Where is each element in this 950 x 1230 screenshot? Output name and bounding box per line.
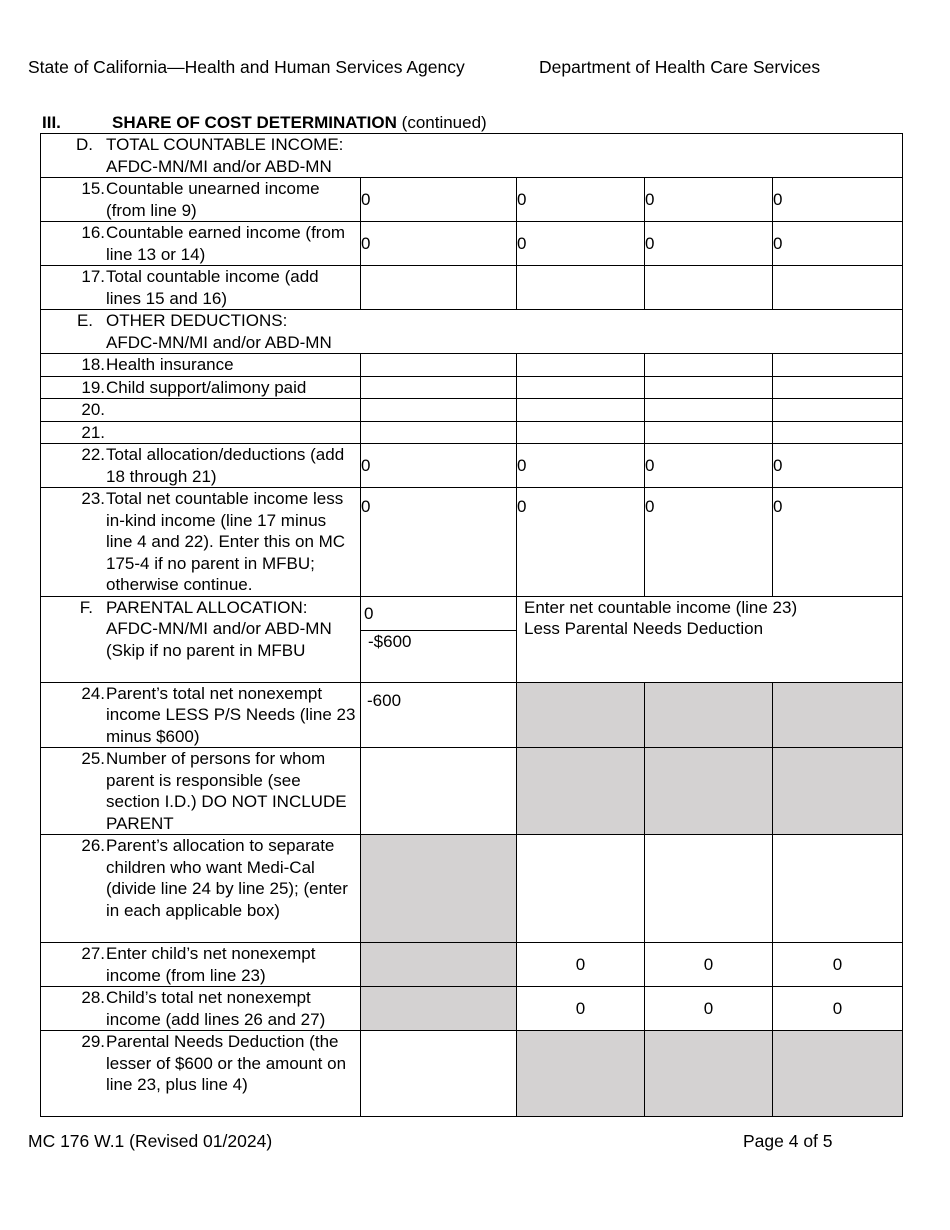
line-15-col-1[interactable]: 0 [361, 178, 517, 222]
line-26-col-2[interactable] [517, 835, 645, 943]
line-23-col-3[interactable]: 0 [645, 488, 773, 597]
section-f-letter: F. [79, 597, 93, 617]
line-23-col-1[interactable]: 0 [361, 488, 517, 597]
table-row-29 [41, 1031, 903, 1117]
section-e-row [41, 310, 903, 354]
line-23-col-4[interactable]: 0 [773, 488, 903, 597]
row-number: 15. [81, 179, 105, 198]
row-number: 28. [81, 988, 105, 1007]
line-24-col-3-shaded [645, 682, 773, 748]
line-25-col-1[interactable] [361, 748, 517, 835]
line-23-col-2[interactable]: 0 [517, 488, 645, 597]
row-number: 19. [81, 377, 105, 397]
line-27-col-2[interactable]: 0 [517, 943, 645, 987]
row-label: Health insurance [106, 355, 234, 374]
line-29-col-2-shaded [517, 1031, 645, 1117]
row-number: 27. [81, 944, 105, 963]
line-21-col-4[interactable] [773, 421, 903, 444]
row-number: 16. [81, 223, 105, 242]
line-20-col-1[interactable] [361, 399, 517, 422]
row-number: 23. [81, 489, 105, 508]
line-24-col-4-shaded [773, 682, 903, 748]
section-number: III. [42, 113, 61, 132]
row-label: Countable earned income (from line 13 or 14) [106, 223, 346, 264]
parental-note-line-1: Enter net countable income (line 23) [524, 597, 798, 617]
row-label: Parent’s total net nonexempt income LESS P/S Needs (line 23 minus $600) [106, 683, 356, 746]
line-24-col-2-shaded [517, 682, 645, 748]
header-department: Department of Health Care Services [539, 57, 821, 77]
line-28-col-4[interactable]: 0 [773, 987, 903, 1031]
line-18-col-2[interactable] [517, 354, 645, 377]
row-number: 22. [81, 445, 105, 464]
section-e-subtitle: AFDC-MN/MI and/or ABD-MN [106, 332, 332, 352]
row-number: 25. [81, 749, 105, 768]
row-number: 26. [81, 836, 105, 855]
line-17-col-1[interactable] [361, 266, 517, 310]
row-number: 17. [81, 267, 105, 286]
line-15-col-3[interactable]: 0 [645, 178, 773, 222]
line-29-col-1[interactable] [361, 1031, 517, 1117]
row-number: 20. [81, 400, 105, 419]
table-row-20 [41, 399, 903, 422]
line-19-col-1[interactable] [361, 376, 517, 399]
line-25-col-4-shaded [773, 748, 903, 835]
line-22-col-2[interactable]: 0 [517, 444, 645, 488]
row-label: Child support/alimony paid [106, 377, 307, 397]
line-18-col-4[interactable] [773, 354, 903, 377]
line-20-col-3[interactable] [645, 399, 773, 422]
footer-page-number: Page 4 of 5 [743, 1131, 833, 1151]
row-label: Total countable income (add lines 15 and 16) [106, 267, 319, 308]
line-28-col-3[interactable]: 0 [645, 987, 773, 1031]
row-label: Total allocation/deductions (add 18 through 21) [106, 445, 345, 486]
line-29-col-3-shaded [645, 1031, 773, 1117]
line-28-col-2[interactable]: 0 [517, 987, 645, 1031]
line-21-col-1[interactable] [361, 421, 517, 444]
line-21-col-3[interactable] [645, 421, 773, 444]
table-row-23 [41, 488, 903, 597]
footer-form-id: MC 176 W.1 (Revised 01/2024) [28, 1131, 273, 1151]
line-29-col-4-shaded [773, 1031, 903, 1117]
line-21-col-2[interactable] [517, 421, 645, 444]
line-17-col-4[interactable] [773, 266, 903, 310]
line-15-col-4[interactable]: 0 [773, 178, 903, 222]
row-label: Child’s total net nonexempt income (add lines 26 and 27) [106, 988, 326, 1029]
section-d-title: TOTAL COUNTABLE INCOME: [106, 135, 344, 154]
row-label: Number of persons for whom parent is responsible (see section I.D.) DO NOT INCLUDE PARENT [106, 749, 347, 833]
line-18-col-1[interactable] [361, 354, 517, 377]
row-label: Parental Needs Deduction (the lesser of $600 or the amount on line 23, plus line 4) [106, 1032, 347, 1094]
line-22-col-1[interactable]: 0 [361, 444, 517, 488]
line-26-col-3[interactable] [645, 835, 773, 943]
table-row-15 [41, 178, 903, 222]
row-number: 29. [81, 1032, 105, 1051]
table-row-19 [41, 376, 903, 399]
section-f-row [41, 596, 903, 682]
share-of-cost-table [40, 133, 903, 1117]
line-16-col-3[interactable]: 0 [645, 222, 773, 266]
line-24-col-1[interactable]: -600 [361, 682, 517, 748]
table-row-28 [41, 987, 903, 1031]
line-16-col-1[interactable]: 0 [361, 222, 517, 266]
table-row-22 [41, 444, 903, 488]
line-20-col-2[interactable] [517, 399, 645, 422]
row-number: 21. [81, 422, 105, 442]
table-row-17 [41, 266, 903, 310]
header-agency: State of California—Health and Human Services Agency [28, 57, 465, 77]
line-25-col-3-shaded [645, 748, 773, 835]
line-26-col-1-shaded [361, 835, 517, 943]
parental-net-income-field[interactable]: 0 [361, 597, 516, 631]
row-number: 24. [81, 683, 105, 703]
section-e-letter: E. [76, 311, 93, 330]
line-22-col-4[interactable]: 0 [773, 444, 903, 488]
line-26-col-4[interactable] [773, 835, 903, 943]
line-25-col-2-shaded [517, 748, 645, 835]
row-label[interactable] [106, 399, 356, 421]
line-28-col-1-shaded [361, 987, 517, 1031]
table-row-25 [41, 748, 903, 835]
line-18-col-3[interactable] [645, 354, 773, 377]
table-row-27 [41, 943, 903, 987]
line-22-col-3[interactable]: 0 [645, 444, 773, 488]
line-27-col-4[interactable]: 0 [773, 943, 903, 987]
table-row-21 [41, 421, 903, 444]
section-f-label: PARENTAL ALLOCATION: AFDC-MN/MI and/or ABD-MN (Skip if no parent in MFBU [106, 597, 332, 660]
line-19-col-2[interactable] [517, 376, 645, 399]
parental-note-line-2: Less Parental Needs Deduction [524, 619, 764, 638]
section-suffix: (continued) [401, 113, 487, 132]
section-d-subtitle: AFDC-MN/MI and/or ABD-MN [106, 156, 332, 176]
table-row-18 [41, 354, 903, 377]
table-row-26 [41, 835, 903, 943]
line-15-col-2[interactable]: 0 [517, 178, 645, 222]
table-row-24 [41, 682, 903, 748]
row-label: Countable unearned income (from line 9) [106, 179, 320, 220]
section-title: SHARE OF COST DETERMINATION [112, 113, 397, 132]
line-17-col-2[interactable] [517, 266, 645, 310]
line-19-col-4[interactable] [773, 376, 903, 399]
section-e-title: OTHER DEDUCTIONS: [106, 311, 288, 330]
row-label[interactable] [106, 422, 356, 444]
row-label: Total net countable income less in-kind income (line 17 minus line 4 and 22). Enter this on MC 175-4 if no parent in MFBU; otherwise continue. [106, 489, 346, 594]
line-16-col-2[interactable]: 0 [517, 222, 645, 266]
table-row-16 [41, 222, 903, 266]
line-20-col-4[interactable] [773, 399, 903, 422]
line-19-col-3[interactable] [645, 376, 773, 399]
row-label: Parent’s allocation to separate children who want Medi-Cal (divide line 24 by line 25); (enter in each applicable box) [106, 836, 348, 920]
section-d-row [41, 134, 903, 178]
parental-needs-deduction-field[interactable]: -$600 [368, 631, 412, 651]
section-d-letter: D. [76, 135, 93, 154]
line-27-col-3[interactable]: 0 [645, 943, 773, 987]
row-label: Enter child’s net nonexempt income (from line 23) [106, 944, 316, 985]
section-heading [42, 113, 487, 133]
line-16-col-4[interactable]: 0 [773, 222, 903, 266]
line-27-col-1-shaded [361, 943, 517, 987]
line-17-col-3[interactable] [645, 266, 773, 310]
row-number: 18. [81, 355, 105, 374]
